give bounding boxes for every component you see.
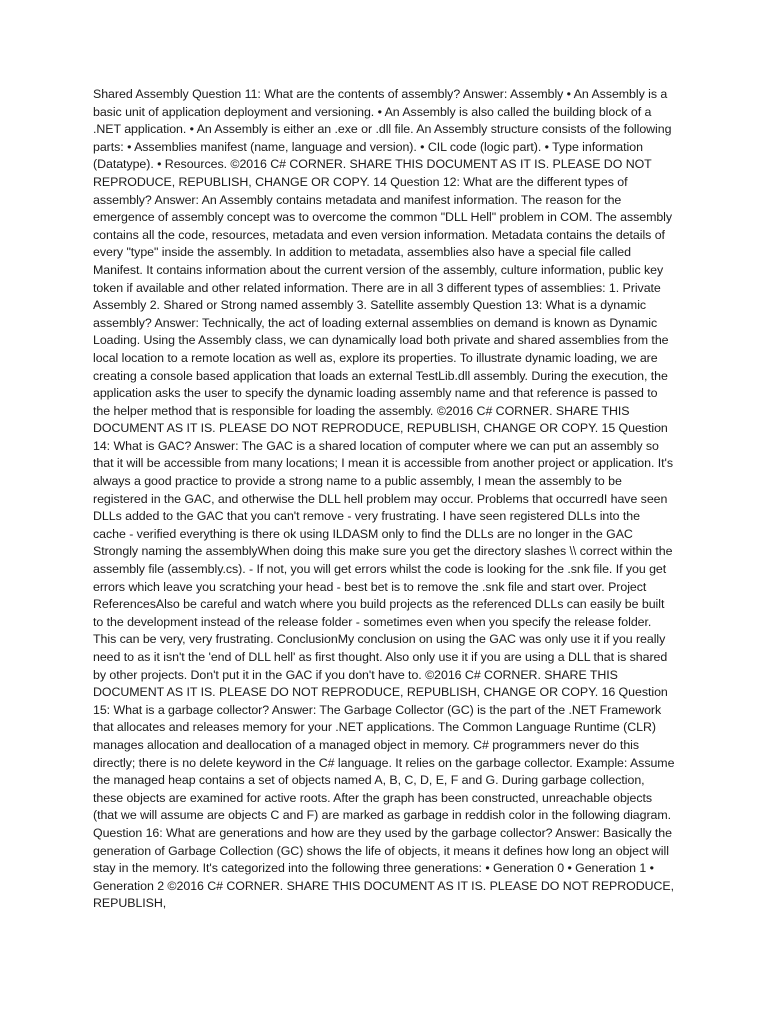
document-body-text: Shared Assembly Question 11: What are the contents of assembly? Answer: Assembly • An Assembly is a basic unit of application deployment and versioning. • An Assembly is also called the building block of a .NET application. • An Assembly is either an .exe or .dll file. An Assembly structure consists of the following parts: • Assemblies manifest (name, language and version). • CIL code (logic part). • Type information (Datatype). • Resources. ©2016 C# CORNER. SHARE THIS DOCUMENT AS IT IS. PLEASE DO NOT REPRODUCE, REPUBLISH, CHANGE OR COPY. 14 Question 12: What are the different types of assembly? Answer: An Assembly contains metadata and manifest information. The reason for the emergence of assembly concept was to overcome the common "DLL Hell" problem in COM. The assembly contains all the code, resources, metadata and even version information. Metadata contains the details of every "type" inside the assembly. In addition to metadata, assemblies also have a special file called Manifest. It contains information about the current version of the assembly, culture information, public key token if available and other related information. There are in all 3 different types of assemblies: 1. Private Assembly 2. Shared or Strong named assembly 3. Satellite assembly Question 13: What is a dynamic assembly? Answer: Technically, the act of loading external assemblies on demand is known as Dynamic Loading. Using the Assembly class, we can dynamically load both private and shared assemblies from the local location to a remote location as well as, explore its properties. To illustrate dynamic loading, we are creating a console based application that loads an external TestLib.dll assembly. During the execution, the application asks the user to specify the dynamic loading assembly name and that reference is passed to the helper method that is responsible for loading the assembly. ©2016 C# CORNER. SHARE THIS DOCUMENT AS IT IS. PLEASE DO NOT REPRODUCE, REPUBLISH, CHANGE OR COPY. 15 Question 14: What is GAC? Answer: The GAC is a shared location of computer where we can put an assembly so that it will be accessible from many locations; I mean it is accessible from another project or application. It's always a good practice to provide a strong name to a public assembly, I mean the assembly to be registered in the GAC, and otherwise the DLL hell problem may occur. Problems that occurredI have seen DLLs added to the GAC that you can't remove - very frustrating. I have seen registered DLLs into the cache - verified everything is there ok using ILDASM only to find the DLLs are no longer in the GAC Strongly naming the assemblyWhen doing this make sure you get the directory slashes \\ correct within the assembly file (assembly.cs). - If not, you will get errors whilst the code is looking for the .snk file. If you get errors which leave you scratching your head - best bet is to remove the .snk file and start over. Project ReferencesAlso be careful and watch where you build projects as the referenced DLLs can easily be built to the development instead of the release folder - sometimes even when you specify the release folder. This can be very, very frustrating. ConclusionMy conclusion on using the GAC was only use it if you really need to as it isn't the 'end of DLL hell' as first thought. Also only use it if you are using a DLL that is shared by other projects. Don't put it in the GAC if you don't have to. ©2016 C# CORNER. SHARE THIS DOCUMENT AS IT IS. PLEASE DO NOT REPRODUCE, REPUBLISH, CHANGE OR COPY. 16 Question 15: What is a garbage collector? Answer: The Garbage Collector (GC) is the part of the .NET Framework that allocates and releases memory for your .NET applications. The Common Language Runtime (CLR) manages allocation and deallocation of a managed object in memory. C# programmers never do this directly; there is no delete keyword in the C# language. It relies on the garbage collector. Example: Assume the managed heap contains a set of objects named A, B, C, D, E, F and G. During garbage collection, these objects are examined for active roots. After the graph has been constructed, unreachable objects (that we will assume are objects C and F) are marked as garbage in reddish color in the following diagram. Question 16: What are generations and how are they used by the garbage collector? Answer: Basically the generation of Garbage Collection (GC) shows the life of objects, it means it defines how long an object will stay in the memory. It's categorized into the following three generations: • Generation 0 • Generation 1 • Generation 2 ©2016 C# CORNER. SHARE THIS DOCUMENT AS IT IS. PLEASE DO NOT REPRODUCE, REPUBLISH,: [93, 87, 675, 911]
